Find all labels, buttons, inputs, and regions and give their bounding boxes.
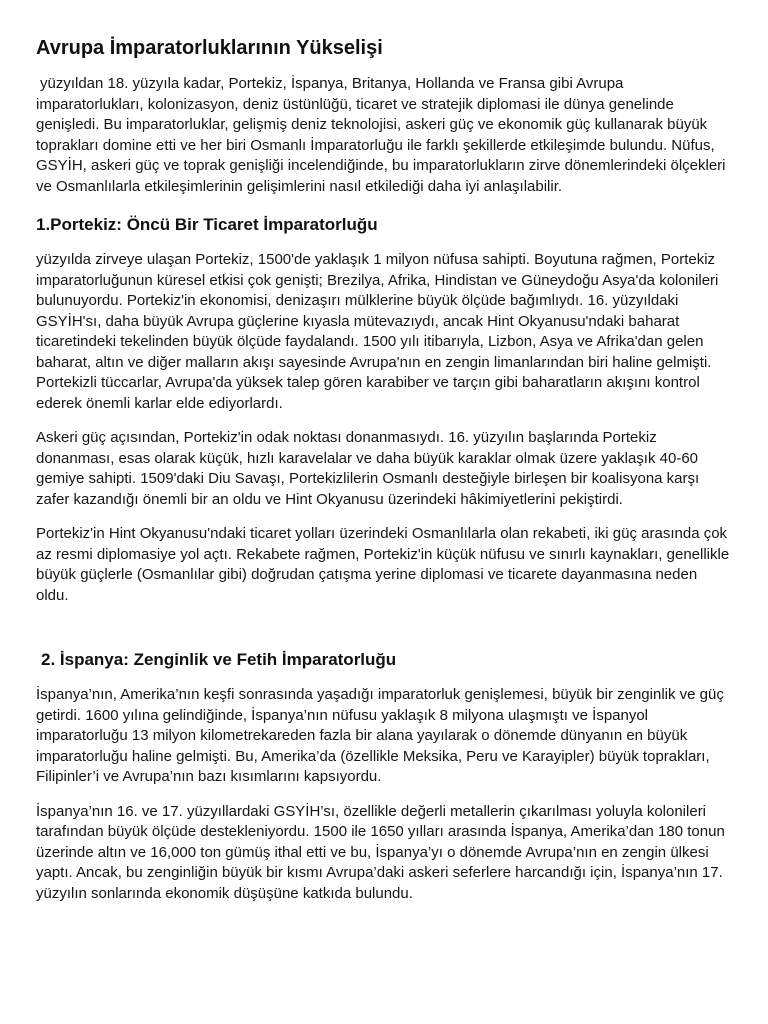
section-paragraph: yüzyılda zirveye ulaşan Portekiz, 1500'de yaklaşık 1 milyon nüfusa sahipti. Boyutuna rağmen, Portekiz imparatorluğunun küresel etkisi çok genişti; Brezilya, Afrika, Hindistan ve Güneydoğu Asya'da kolonileri bulunuyordu. Portekiz'in ekonomisi, denizaşırı mülklerine büyük ölçüde bağımlıydı. 16. yüzyıldaki GSYİH'sı, daha büyük Avrupa güçlerine kıyasla mütevazıydı, ancak Hint Okyanusu'ndaki baharat ticaretindeki tekelinden büyük ölçüde faydalandı. 1500 yılı itibarıyla, Lizbon, Asya ve Afrika'dan gelen baharat, altın ve diğer malların akışı sayesinde Avrupa'nın en zengin limanlarından biri haline gelmişti. Portekizli tüccarlar, Avrupa'da yüksek talep gören karabiber ve tarçın gibi baharatların akışını kontrol ederek önemli karlar elde ediyorlardı. bbox=[36, 251, 719, 412]
intro-paragraph: yüzyıldan 18. yüzyıla kadar, Portekiz, İspanya, Britanya, Hollanda ve Fransa gibi Avrupa imparatorlukları, kolonizasyon, deniz üstünlüğü, ticaret ve stratejik diplomasi ile dünya genelinde genişledi. Bu imparatorluklar, gelişmiş deniz teknolojisi, askeri güç ve ekonomik güç kullanarak büyük toprakları domine etti ve her biri Osmanlı İmparatorluğu ile farklı şekillerde etkileşimde bulundu. Nüfus, GSYİH, askeri güç ve toprak genişliği incelendiğinde, bu imparatorlukların zirve dönemlerindeki ölçekleri ve Osmanlılarla etkileşimlerinin gelişimlerini nasıl etkilediği daha iyi anlaşılabilir. bbox=[36, 75, 726, 195]
section-heading-ispanya: 2. İspanya: Zenginlik ve Fetih İmparatorluğu bbox=[41, 650, 397, 669]
section-paragraph: İspanya’nın, Amerika’nın keşfi sonrasında yaşadığı imparatorluk genişlemesi, büyük bir zenginlik ve güç getirdi. 1600 yılına gelindiğinde, İspanya’nın nüfusu yaklaşık 8 milyona ulaşmıştı ve İspanyol imparatorluğu 13 milyon kilometrekareden fazla bir alana yayılarak o dönemde dünyanın en büyük imparatorluğu haline gelmişti. Bu, Amerika’da (özellikle Meksika, Peru ve Karayipler) büyük toprakları, Filipinler’i ve Avrupa’nın bazı kısımlarını kapsıyordu. bbox=[36, 686, 724, 785]
section-paragraph: İspanya’nın 16. ve 17. yüzyıllardaki GSYİH’sı, özellikle değerli metallerin çıkarılması yoluyla kolonileri tarafından büyük ölçüde destekleniyordu. 1500 ile 1650 yılları arasında İspanya, Amerika’dan 180 tonun üzerinde altın ve 16,000 ton gümüş ithal etti ve bu, İspanya’yı o dönemde Avrupa’nın en zengin ülkesi yaptı. Ancak, bu zenginliğin büyük bir kısmı Avrupa’daki askeri seferlere harcandığı için, İspanya’nın 17. yüzyılın sonlarında ekonomik düşüşüne katkıda bulundu. bbox=[36, 802, 725, 902]
section-heading-portekiz: 1.Portekiz: Öncü Bir Ticaret İmparatorluğu bbox=[36, 215, 378, 234]
document-title: Avrupa İmparatorluklarının Yükselişi bbox=[36, 37, 383, 59]
section-paragraph: Portekiz'in Hint Okyanusu'ndaki ticaret yolları üzerindeki Osmanlılarla olan rekabeti, iki güç arasında çok az resmi diplomasiye yol açtı. Rekabete rağmen, Portekiz'in küçük nüfusu ve sınırlı kaynakları, genellikle büyük güçlerle (Osmanlılar gibi) doğrudan çatışma yerine diplomasi ve ticarete dayanmasına neden oldu. bbox=[36, 525, 730, 604]
section-paragraph: Askeri güç açısından, Portekiz'in odak noktası donanmasıydı. 16. yüzyılın başlarında Portekiz donanması, esas olarak küçük, hızlı karavelalar ve daha büyük karaklar olmak üzere yaklaşık 40-60 gemiye sahipti. 1509'daki Diu Savaşı, Portekizlilerin Osmanlı desteğiyle birleşen bir koalisyona karşı zafer kazandığı önemli bir an oldu ve Hint Okyanusu üzerindeki hâkimiyetlerini pekiştirdi. bbox=[36, 429, 700, 508]
